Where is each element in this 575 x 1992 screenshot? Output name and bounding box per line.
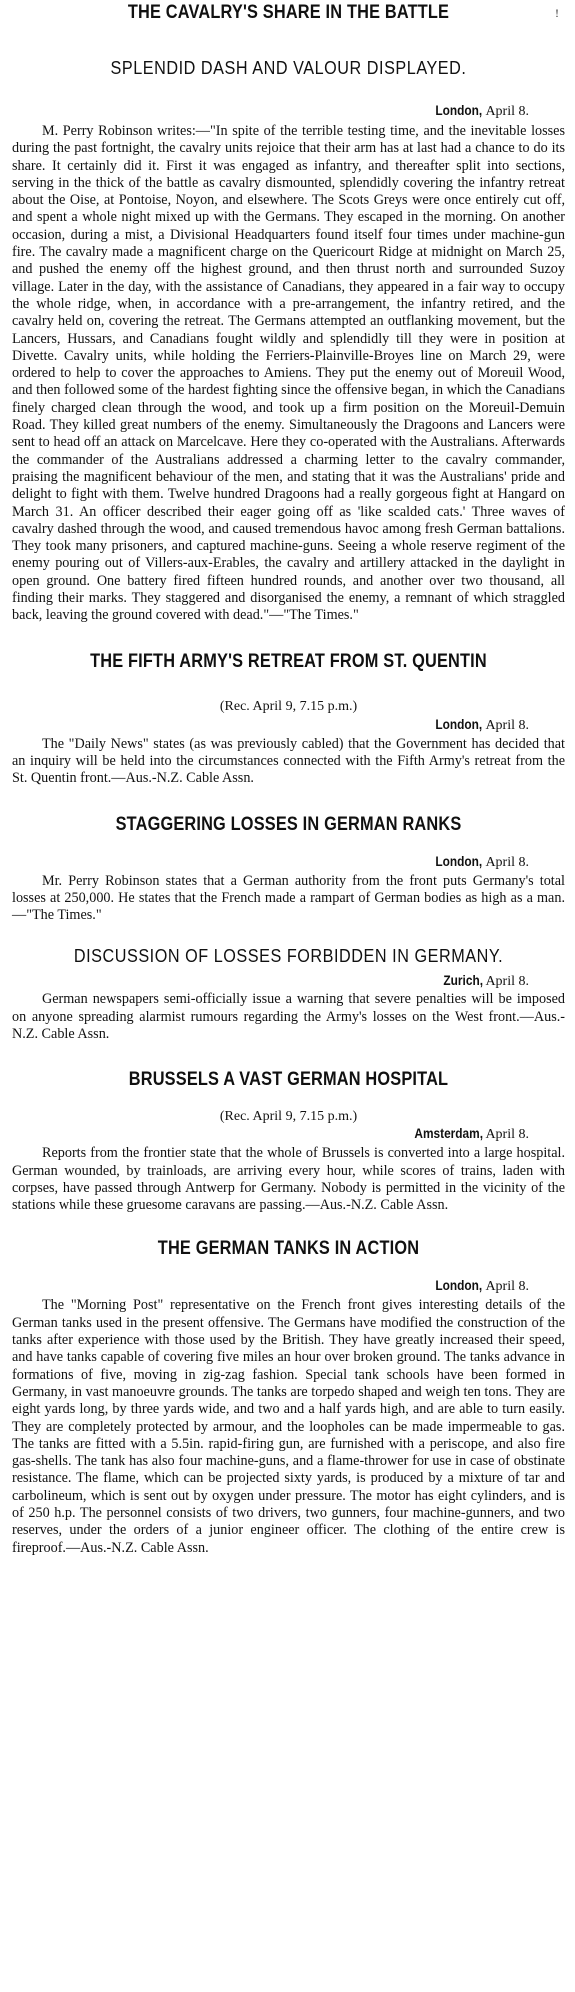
article-cavalry (12, 2, 565, 625)
dateline (12, 854, 565, 871)
headline: BRUSSELS A VAST GERMAN HOSPITAL (128, 1069, 449, 1091)
article-german-tanks (12, 1238, 565, 1556)
headline: STAGGERING LOSSES IN GERMAN RANKS (115, 813, 462, 835)
headline: THE CAVALRY'S SHARE IN THE BATTLE (127, 2, 450, 23)
dateline-date: April 8. (485, 104, 529, 119)
article-body: Mr. Perry Robinson states that a German authority from the front puts Germany's total losses at 250,000. He states that the French made a rampart of German bodies as high as a man.—"The Times." (12, 872, 565, 924)
dateline-date: April 8. (485, 1279, 529, 1295)
dateline-date: April 8. (485, 974, 529, 990)
dateline-city: London, (435, 853, 483, 869)
dateline-city: Amsterdam, (414, 1126, 483, 1142)
article-fifth-army (12, 651, 565, 788)
headline: THE FIFTH ARMY'S RETREAT FROM ST. QUENTIN (90, 650, 487, 672)
article-body: The "Daily News" states (as was previously cabled) that the Government has decided that an inquiry will be held into the circumstances connected with the Fifth Army's retreat from the St. Quentin front.—Aus.-N.Z. Cable Assn. (12, 735, 565, 787)
dateline (12, 1278, 565, 1295)
received-time: (Rec. April 9, 7.15 p.m.) (219, 1109, 358, 1125)
received-time: (Rec. April 9, 7.15 p.m.) (219, 698, 358, 714)
article-body: German newspapers semi-officially issue a warning that severe penalties will be imposed on anyone spreading alarmist rumours regarding the Army's losses on the West front.—Aus.-N.Z. Cable Assn. (12, 991, 565, 1042)
dateline-date: April 8. (485, 1127, 529, 1143)
article-staggering-losses (12, 814, 565, 925)
dateline-city: London, (435, 716, 483, 732)
headline: DISCUSSION OF LOSSES FORBIDDEN IN GERMANY. (73, 946, 504, 967)
dateline-city: Zurich, (443, 973, 483, 989)
margin-mark: ! (555, 6, 559, 20)
article-body: M. Perry Robinson writes:—"In spite of the terrible testing time, and the inevitable losses during the past fortnight, the cavalry units rejoice that their arm has at last had a chance to do its share. It certainly did it. First it was engaged as infantry, and thereafter split into sections, serving in the thick of the battle as cavalry dismounted, splendidly covering the infantry retreat about the Oise, at Pontoise, Noyon, and elsewhere. The Scots Greys were once entirely cut off, and spent a whole night mixed up with the Germans. They escaped in the morning. On another occasion, during a mist, a Divisional Headquarters found itself four times under machine-gun fire. The cavalry made a magnificent charge on the Quericourt Ridge at midnight on March 25, and pushed the enemy off the highest ground, and then thrust north and surrounded Suzoy village. Later in the day, with the assistance of Canadians, they appeared in a fair way to occupy the whole ridge, when, in accordance with a pre-arrangement, the infantry retired, and the cavalry held on, covering the retreat. The Germans attempted an outflanking movement, but the Lancers, Hussars, and Canadians fought wildly and splendidly till they were in position at Divette. Cavalry units, while holding the Ferriers-Plainville-Broyes line on March 29, were ordered to help to cover the approaches to Amiens. They put the enemy out of Moreuil Wood, and then followed some of the hardest fighting since the offensive began, in which the Canadians finely charged clean through the wood, and took up a firm position on the Moreuil-Demuin Road. They killed great numbers of the enemy. Simultaneously the Dragoons and Lancers were sent to head off an attack on Marcelcave. Here they co-operated with the Australians. Afterwards the commander of the Australians addressed a charming letter to the cavalry commander, praising the magnificent behaviour of the men, and stating that it was the Australians' pride and delight to fight with them. Twelve hundred Dragoons had a really gorgeous fight at Hangard on March 31. An officer described their eager going off as 'like scalded cats.' Three waves of cavalry dashed through the wood, and caused tremendous havoc among fresh German battalions. They took many prisoners, and captured machine-guns. Seeing a whole reserve regiment of the enemy pouring out of Villers-aux-Erables, the cavalry and artillery attacked in the daylight in open ground. One battery fired fifteen hundred rounds, and another over two thousand, all finding their marks. They staggered and disorganised the enemy, a remnant of which straggled back, leaving the ground covered with dead."—"The Times." (12, 123, 565, 624)
subheadline: SPLENDID DASH AND VALOUR DISPLAYED. (110, 58, 467, 78)
dateline-date: April 8. (485, 854, 529, 870)
dateline (12, 973, 565, 990)
headline: THE GERMAN TANKS IN ACTION (157, 1238, 420, 1260)
article-body: The "Morning Post" representative on the French front gives interesting details of the German tanks used in the present offensive. The Germans have modified the construction of the tanks after experience with those used by the British. They have greatly increased their speed, and have tanks capable of covering five miles an hour over broken ground. The tanks advance in formations of five, moving in zig-zag fashion. Special tank schools have been formed in Germany, in vast manoeuvre grounds. The tanks are torpedo shaped and weigh ten tons. They are eight yards long, by three yards wide, and two and a half yards high, and are able to turn easily. They are completely protected by armour, and the loopholes can be made impermeable to gas. The tanks are fitted with a 5.5in. rapid-firing gun, are furnished with a periscope, and also fire gas-shells. The tank has also four machine-guns, and a flame-thrower for use in case of obstinate resistance. The flame, which can be projected sixty yards, is produced by a mixture of tar and carbolineum, which is sent out by oxygen under pressure. The motor has eight cylinders, and is of 250 h.p. The personnel consists of two drivers, two gunners, four machine-gunners, and two reserves, under the orders of a junior engineer officer. The clothing of the entire crew is fireproof.—Aus.-N.Z. Cable Assn. (12, 1297, 565, 1556)
dateline (12, 717, 565, 734)
dateline-city: London, (435, 103, 483, 118)
dateline-city: London, (435, 1278, 483, 1294)
dateline (12, 103, 565, 120)
article-body: Reports from the frontier state that the whole of Brussels is converted into a large hospital. German wounded, by trainloads, are arriving every hour, while scores of trains, laden with corpses, have passed through Antwerp for Germany. Nobody is permitted in the vicinity of the stations while these gruesome caravans are passing.—Aus.-N.Z. Cable Assn. (12, 1145, 565, 1214)
dateline (12, 1126, 565, 1143)
article-discussion-forbidden (12, 946, 565, 1043)
article-brussels-hospital (12, 1069, 565, 1214)
dateline-date: April 8. (485, 717, 529, 733)
